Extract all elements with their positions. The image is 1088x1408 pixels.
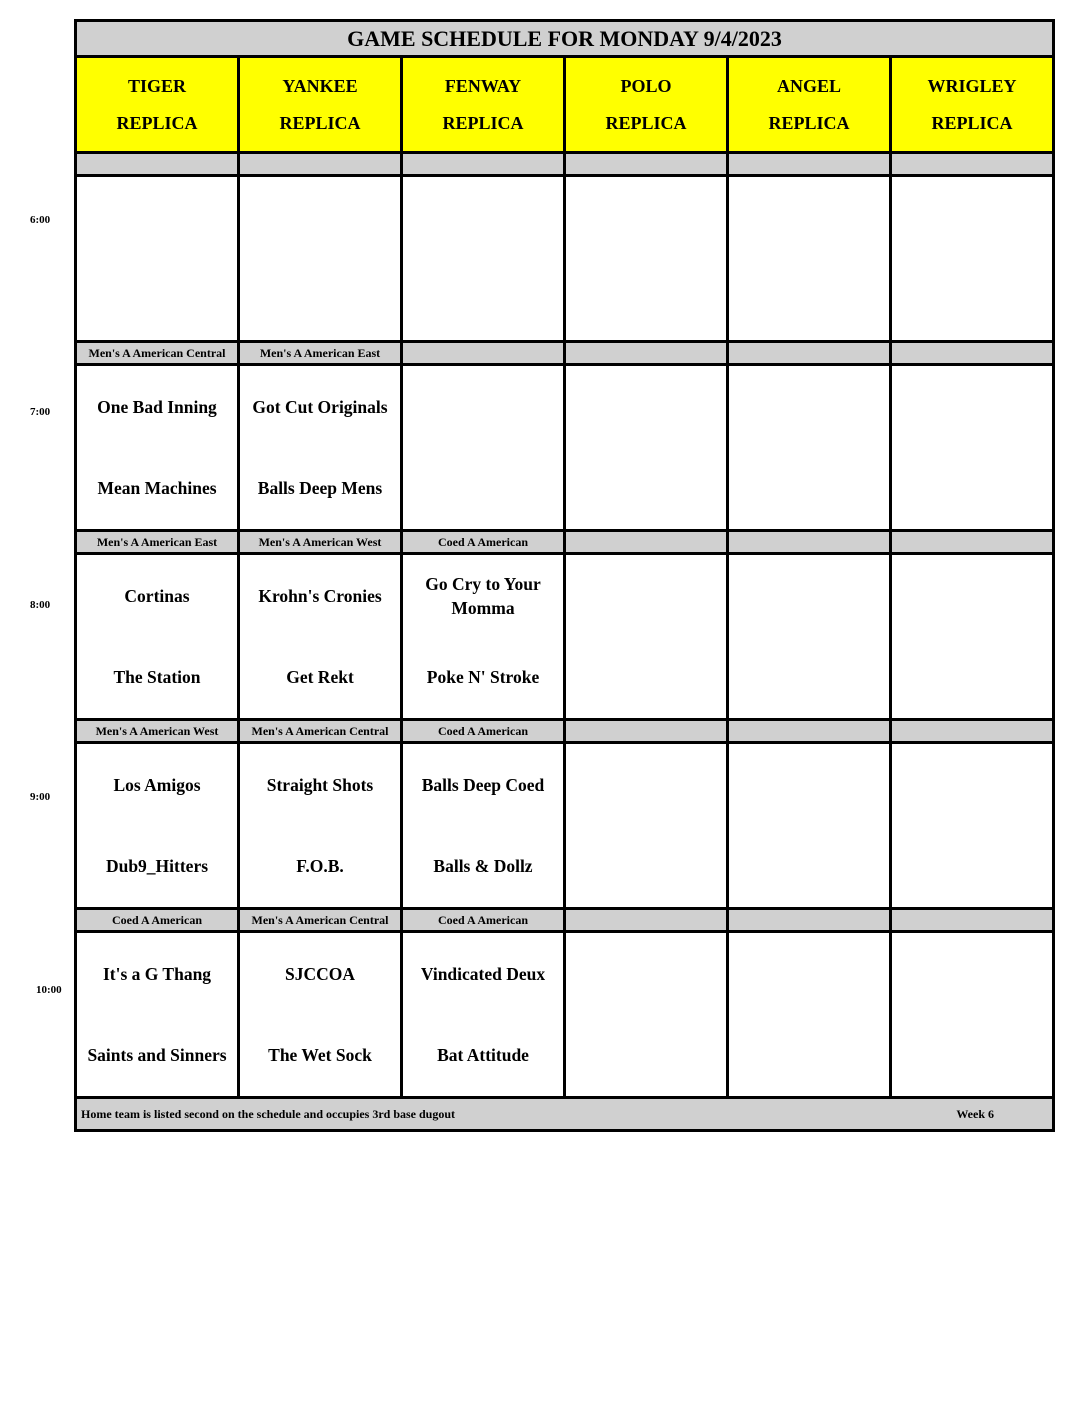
- field-header: [239, 57, 402, 153]
- game-cell: [728, 554, 891, 720]
- game-row: [76, 365, 1054, 531]
- game-cell: [891, 176, 1054, 342]
- title-row: [76, 21, 1054, 57]
- game-cell: [402, 743, 565, 909]
- time-label: 6:00: [30, 214, 51, 226]
- away-team: [403, 177, 563, 259]
- field-name: WRIGLEY: [927, 75, 1017, 96]
- home-team: [729, 826, 889, 908]
- away-team: It's a G Thang: [102, 963, 212, 984]
- division-label: Men's A American East: [76, 531, 239, 554]
- division-label: [565, 720, 728, 743]
- home-team: Dub9_Hitters: [105, 856, 209, 877]
- game-cell: [402, 554, 565, 720]
- game-cell: [76, 743, 239, 909]
- game-cell: [728, 365, 891, 531]
- time-label: 7:00: [30, 406, 51, 418]
- away-team: [892, 177, 1052, 259]
- away-team: Balls Deep Coed: [421, 774, 545, 795]
- field-header: [402, 57, 565, 153]
- game-row: [76, 932, 1054, 1098]
- away-team: Vindicated Deux: [420, 963, 546, 984]
- time-label: 9:00: [30, 791, 51, 803]
- division-label: Men's A American Central: [76, 342, 239, 365]
- division-row: [76, 153, 1054, 176]
- field-header: [891, 57, 1054, 153]
- game-cell: [565, 554, 728, 720]
- away-team: SJCCOA: [284, 963, 355, 984]
- division-label: Coed A American: [76, 909, 239, 932]
- division-label: [402, 153, 565, 176]
- away-team: [729, 366, 889, 448]
- division-label: [565, 153, 728, 176]
- game-cell: [891, 932, 1054, 1098]
- away-team: [892, 744, 1052, 826]
- field-header: [76, 57, 239, 153]
- away-team: [566, 555, 726, 637]
- home-team: Bat Attitude: [437, 1045, 529, 1066]
- field-name: ANGEL: [776, 75, 841, 96]
- home-team: [566, 259, 726, 341]
- home-team: [892, 826, 1052, 908]
- field-type: REPLICA: [279, 112, 361, 133]
- game-cell: [891, 365, 1054, 531]
- schedule-table: [74, 19, 1055, 1132]
- home-team: Get Rekt: [286, 667, 354, 688]
- division-label: [728, 342, 891, 365]
- away-team: [892, 366, 1052, 448]
- home-team: Saints and Sinners: [87, 1045, 227, 1066]
- home-team: [403, 448, 563, 530]
- away-team: [566, 933, 726, 1015]
- field-header: [565, 57, 728, 153]
- game-cell: [891, 554, 1054, 720]
- division-label: [891, 720, 1054, 743]
- footer-row: [76, 1098, 1054, 1131]
- division-label: [239, 153, 402, 176]
- away-team: Cortinas: [124, 585, 190, 606]
- away-team: Krohn's Cronies: [258, 585, 382, 606]
- field-type: REPLICA: [116, 112, 198, 133]
- away-team: Straight Shots: [266, 774, 374, 795]
- away-team: [240, 177, 400, 259]
- away-team: Go Cry to Your Momma: [425, 573, 541, 618]
- away-team: [403, 366, 563, 448]
- home-team: The Station: [113, 667, 201, 688]
- division-label: [565, 342, 728, 365]
- division-label: [728, 909, 891, 932]
- home-team: [729, 637, 889, 719]
- away-team: [729, 177, 889, 259]
- home-team: F.O.B.: [296, 856, 344, 877]
- division-label: [728, 531, 891, 554]
- time-column: [0, 0, 74, 1408]
- home-team: [566, 448, 726, 530]
- game-cell: [239, 932, 402, 1098]
- division-label: Men's A American West: [76, 720, 239, 743]
- division-label: [891, 909, 1054, 932]
- field-header: [728, 57, 891, 153]
- footer-cell: [76, 1098, 1054, 1131]
- away-team: [729, 744, 889, 826]
- game-cell: [565, 176, 728, 342]
- field-name: YANKEE: [282, 75, 358, 96]
- game-cell: [728, 743, 891, 909]
- home-team: Balls & Dollz: [433, 856, 533, 877]
- game-cell: [76, 554, 239, 720]
- division-label: Men's A American East: [239, 342, 402, 365]
- game-cell: [76, 176, 239, 342]
- division-label: [891, 153, 1054, 176]
- game-cell: [728, 176, 891, 342]
- game-cell: [402, 176, 565, 342]
- field-name: TIGER: [127, 75, 187, 96]
- division-label: Men's A American Central: [239, 720, 402, 743]
- game-row: [76, 743, 1054, 909]
- home-team: [729, 1015, 889, 1097]
- away-team: [729, 933, 889, 1015]
- game-cell: [728, 932, 891, 1098]
- away-team: [566, 177, 726, 259]
- home-team: [729, 448, 889, 530]
- away-team: [566, 366, 726, 448]
- game-cell: [402, 365, 565, 531]
- field-type: REPLICA: [605, 112, 687, 133]
- page-title: GAME SCHEDULE FOR MONDAY 9/4/2023: [76, 21, 1054, 57]
- division-label: [728, 720, 891, 743]
- game-cell: [76, 932, 239, 1098]
- game-cell: [239, 365, 402, 531]
- home-team: [892, 259, 1052, 341]
- home-team: [892, 637, 1052, 719]
- division-label: Coed A American: [402, 909, 565, 932]
- game-row: [76, 176, 1054, 342]
- game-cell: [565, 932, 728, 1098]
- division-label: Men's A American West: [239, 531, 402, 554]
- field-type: REPLICA: [442, 112, 524, 133]
- division-label: [565, 909, 728, 932]
- division-row: [76, 531, 1054, 554]
- home-team: Balls Deep Mens: [257, 478, 383, 499]
- game-cell: [239, 743, 402, 909]
- away-team: One Bad Inning: [97, 396, 217, 417]
- away-team: [729, 555, 889, 637]
- game-cell: [76, 365, 239, 531]
- home-team: [403, 259, 563, 341]
- home-team: [566, 826, 726, 908]
- field-name: FENWAY: [444, 75, 522, 96]
- game-cell: [565, 743, 728, 909]
- home-team: [566, 1015, 726, 1097]
- division-label: Coed A American: [402, 531, 565, 554]
- time-label: 8:00: [30, 599, 51, 611]
- away-team: [566, 744, 726, 826]
- game-cell: [239, 554, 402, 720]
- field-name: POLO: [620, 75, 672, 96]
- home-team: [892, 1015, 1052, 1097]
- division-label: [76, 153, 239, 176]
- division-label: [891, 342, 1054, 365]
- week-label: Week 6: [956, 1106, 994, 1121]
- home-team: [240, 259, 400, 341]
- field-header-row: [76, 57, 1054, 153]
- home-team: The Wet Sock: [268, 1045, 372, 1066]
- division-label: [565, 531, 728, 554]
- field-type: REPLICA: [768, 112, 850, 133]
- time-label: 10:00: [36, 984, 62, 996]
- home-team: Mean Machines: [97, 478, 217, 499]
- division-row: [76, 342, 1054, 365]
- division-label: Coed A American: [402, 720, 565, 743]
- division-label: Men's A American Central: [239, 909, 402, 932]
- footer-note: Home team is listed second on the schedule and occupies 3rd base dugout: [81, 1106, 456, 1121]
- game-cell: [891, 743, 1054, 909]
- home-team: [729, 259, 889, 341]
- game-row: [76, 554, 1054, 720]
- field-type: REPLICA: [931, 112, 1013, 133]
- away-team: Los Amigos: [113, 774, 201, 795]
- game-cell: [239, 176, 402, 342]
- division-row: [76, 909, 1054, 932]
- away-team: [892, 933, 1052, 1015]
- away-team: [77, 177, 237, 259]
- division-row: [76, 720, 1054, 743]
- game-cell: [402, 932, 565, 1098]
- division-label: [402, 342, 565, 365]
- division-label: [728, 153, 891, 176]
- game-cell: [565, 365, 728, 531]
- home-team: [892, 448, 1052, 530]
- away-team: [892, 555, 1052, 637]
- away-team: Got Cut Originals: [252, 396, 388, 417]
- home-team: [566, 637, 726, 719]
- home-team: [77, 259, 237, 341]
- division-label: [891, 531, 1054, 554]
- home-team: Poke N' Stroke: [426, 667, 540, 688]
